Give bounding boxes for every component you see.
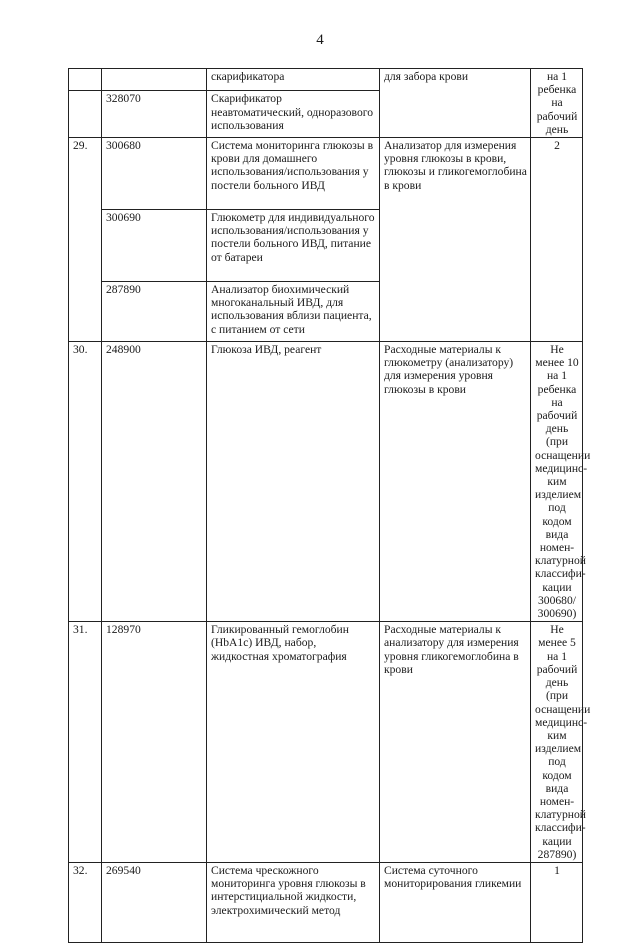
code-cell (102, 69, 207, 91)
row-number-cell: 29. (69, 138, 102, 342)
table-row (69, 862, 583, 942)
name-cell: Скарификатор неавтоматический, одноразового использования (207, 91, 380, 138)
row-number-cell (69, 91, 102, 138)
purpose-cell: Анализатор для измерения уровня глюкозы в крови, глюкозы и гликогемоглобина в крови (380, 138, 531, 342)
purpose-cell: Расходные материалы к глюкометру (анализатору) для измерения уровня глюкозы в крови (380, 342, 531, 622)
table-row (69, 138, 583, 210)
name-cell: скарификатора (207, 69, 380, 91)
table-row (69, 622, 583, 863)
row-number-cell: 30. (69, 342, 102, 622)
equipment-table (68, 68, 591, 943)
name-cell: Глюкоза ИВД, реагент (207, 342, 380, 622)
name-cell: Система мониторинга глюкозы в крови для домашнего использования/использования у постели больного ИВД (207, 138, 380, 210)
code-cell: 269540 (102, 862, 207, 942)
quantity-cell: 2 (531, 138, 583, 342)
code-cell: 328070 (102, 91, 207, 138)
row-number-cell: 31. (69, 622, 102, 863)
code-cell: 287890 (102, 282, 207, 342)
quantity-cell: 1 (531, 862, 583, 942)
name-cell: Система чрескожного мониторинга уровня глюкозы в интерстициальной жидкости, электрохимический метод (207, 862, 380, 942)
quantity-cell: на 1 ребенка на рабочий день (531, 69, 583, 138)
quantity-cell: Не менее 10 на 1 ребенка на рабочий день (при оснащении медицинс-ким изделием под кодом вида номен-клатурной классифи-кации 300680/ 300690) (531, 342, 583, 622)
name-cell: Гликированный гемоглобин (HbA1c) ИВД, набор, жидкостная хроматография (207, 622, 380, 863)
purpose-cell: для забора крови (380, 69, 531, 138)
page-number: 4 (316, 32, 324, 48)
purpose-cell: Расходные материалы к анализатору для измерения уровня гликогемоглобина в крови (380, 622, 531, 863)
row-number-cell (69, 69, 102, 91)
code-cell: 248900 (102, 342, 207, 622)
purpose-cell: Система суточного мониторирования гликемии (380, 862, 531, 942)
code-cell: 128970 (102, 622, 207, 863)
row-number-cell: 32. (69, 862, 102, 942)
name-cell: Анализатор биохимический многоканальный ИВД, для использования вблизи пациента, с питанием от сети (207, 282, 380, 342)
quantity-cell: Не менее 5 на 1 рабочий день (при оснащении медицинс-ким изделием под кодом вида номен-клатурной классифи-кации 287890) (531, 622, 583, 863)
table-row (69, 69, 583, 91)
code-cell: 300690 (102, 210, 207, 282)
table-row (69, 342, 583, 622)
code-cell: 300680 (102, 138, 207, 210)
name-cell: Глюкометр для индивидуального использования/использования у постели больного ИВД, питание от батареи (207, 210, 380, 282)
